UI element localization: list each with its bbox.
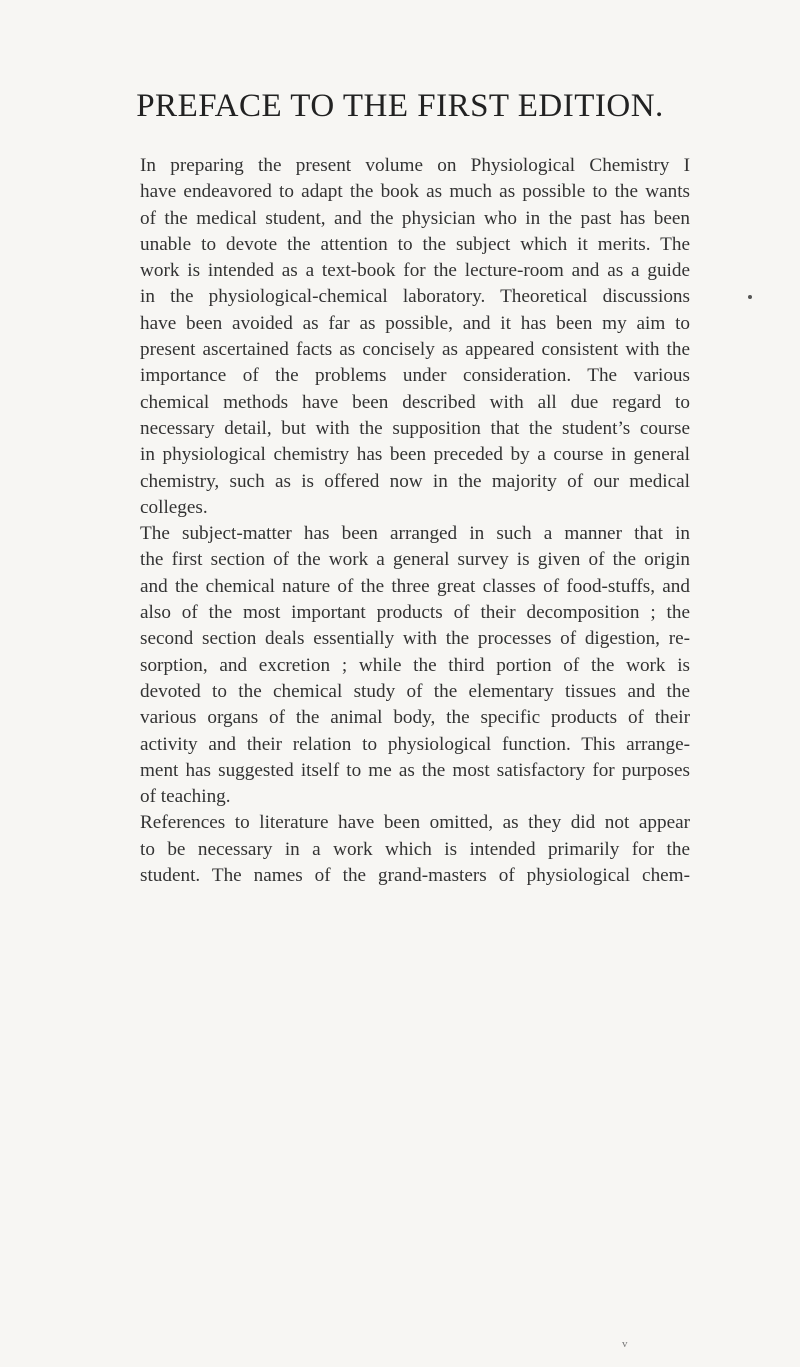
text-line: ment has suggested itself to me as the most satisfactory for purposes	[140, 759, 690, 781]
text-line: activity and their relation to physiological function. This arrange-	[140, 733, 690, 755]
text-line: also of the most important products of their decomposition ; the	[140, 602, 690, 624]
text-line: unable to devote the attention to the subject which it merits. The	[140, 233, 690, 255]
text-line: second section deals essentially with the processes of digestion, re-	[140, 628, 690, 650]
text-line: to be necessary in a work which is intended primarily for the	[140, 838, 690, 860]
text-line: student. The names of the grand-masters of physiological chem-	[140, 865, 690, 887]
text-line: in the physiological-chemical laboratory. Theoretical discussions	[140, 286, 690, 308]
page-folio: v	[622, 1338, 628, 1350]
text-line: work is intended as a text-book for the lecture-room and as a guide	[140, 260, 690, 282]
text-line: colleges.	[140, 496, 208, 518]
margin-mark	[748, 295, 752, 299]
text-line: sorption, and excretion ; while the third portion of the work is	[140, 654, 690, 676]
paragraph-2	[140, 521, 690, 810]
text-line: the first section of the work a general survey is given of the origin	[140, 549, 690, 571]
text-line: have endeavored to adapt the book as much as possible to the wants	[140, 181, 690, 203]
text-line: importance of the problems under consideration. The various	[140, 365, 690, 387]
text-line: present ascertained facts as concisely as appeared consistent with the	[140, 339, 690, 361]
paragraph-3	[140, 810, 690, 889]
text-line: necessary detail, but with the supposition that the student’s course	[140, 417, 690, 439]
paragraph-1	[140, 153, 690, 521]
text-line: chemistry, such as is offered now in the majority of our medical	[140, 470, 690, 492]
preface-body	[140, 153, 690, 889]
text-line: In preparing the present volume on Physiological Chemistry I	[140, 155, 690, 176]
text-line: devoted to the chemical study of the elementary tissues and the	[140, 680, 690, 702]
page-title: PREFACE TO THE FIRST EDITION.	[136, 88, 664, 124]
text-line: The subject-matter has been arranged in such a manner that in	[140, 523, 690, 545]
text-line: chemical methods have been described with all due regard to	[140, 391, 690, 413]
text-line: References to literature have been omitted, as they did not appear	[140, 812, 690, 834]
text-line: of the medical student, and the physician who in the past has been	[140, 207, 690, 229]
text-line: in physiological chemistry has been preceded by a course in general	[140, 444, 690, 466]
text-line: have been avoided as far as possible, and it has been my aim to	[140, 312, 690, 334]
text-line: and the chemical nature of the three great classes of food-stuffs, and	[140, 575, 690, 597]
text-line: of teaching.	[140, 786, 231, 808]
text-line: various organs of the animal body, the specific products of their	[140, 707, 690, 729]
